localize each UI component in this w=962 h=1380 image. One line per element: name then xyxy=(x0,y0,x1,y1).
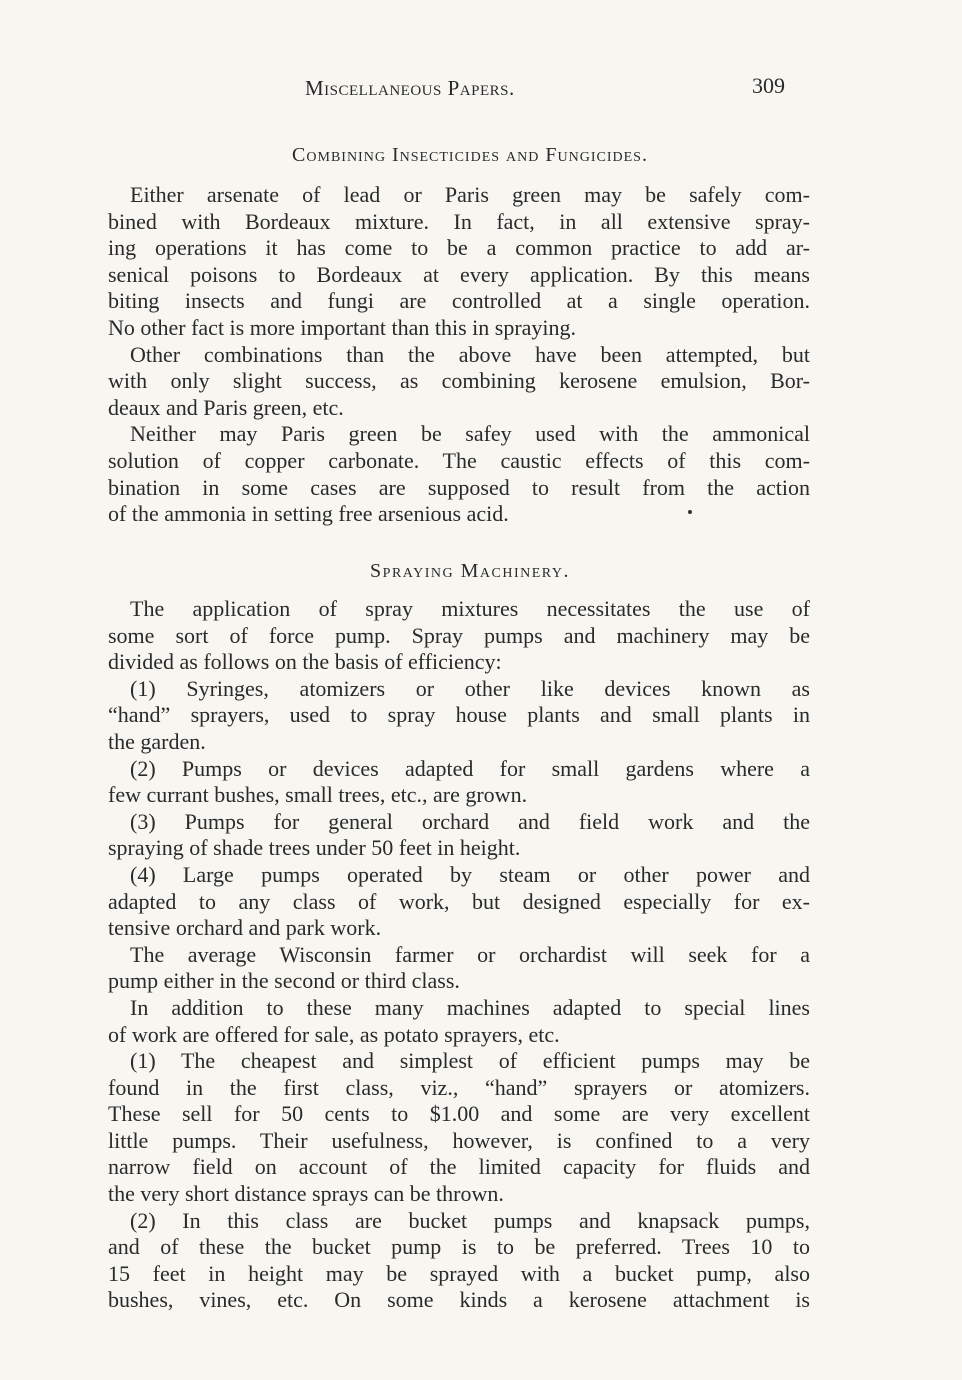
section-body-combining xyxy=(108,182,810,528)
print-speck xyxy=(688,510,692,514)
text-line: “hand” sprayers, used to spray house plants and small plants in xyxy=(108,702,810,728)
text-line: little pumps. Their usefulness, however, is confined to a very xyxy=(108,1127,810,1153)
text-line: deaux and Paris green, etc. xyxy=(108,394,344,420)
section-heading-spraying: Spraying Machinery. xyxy=(370,560,570,582)
text-line: (3) Pumps for general orchard and field work and the xyxy=(130,808,810,834)
text-line: The application of spray mixtures necessitates the use of xyxy=(130,596,810,621)
text-line: senical poisons to Bordeaux at every application. By this means xyxy=(108,261,810,287)
text-line: ing operations it has come to be a common practice to add ar- xyxy=(108,235,810,261)
running-head: Miscellaneous Papers. xyxy=(305,76,515,100)
text-line: bined with Bordeaux mixture. In fact, in all extensive spray- xyxy=(108,208,810,234)
text-line: solution of copper carbonate. The caustic effects of this com- xyxy=(108,447,810,473)
text-line: and of these the bucket pump is to be preferred. Trees 10 to xyxy=(108,1234,810,1260)
text-line: Neither may Paris green be safey used with the ammonical xyxy=(130,421,810,447)
text-line: No other fact is more important than this in spraying. xyxy=(108,314,577,340)
text-line: pump either in the second or third class. xyxy=(108,968,460,994)
text-line: (4) Large pumps operated by steam or other power and xyxy=(130,861,810,887)
text-line: with only slight success, as combining kerosene emulsion, Bor- xyxy=(108,368,810,394)
text-line: (1) The cheapest and simplest of efficient pumps may be xyxy=(130,1048,810,1074)
text-line: 15 feet in height may be sprayed with a bucket pump, also xyxy=(108,1260,810,1286)
text-line: (2) Pumps or devices adapted for small gardens where a xyxy=(130,755,810,781)
text-line: of the ammonia in setting free arsenious acid. xyxy=(108,501,509,527)
section-heading-combining: Combining Insecticides and Fungicides. xyxy=(292,144,648,166)
text-line: found in the first class, viz., “hand” sprayers or atomizers. xyxy=(108,1074,810,1100)
text-line: some sort of force pump. Spray pumps and machinery may be xyxy=(108,622,810,648)
text-line: adapted to any class of work, but designed especially for ex- xyxy=(108,888,810,914)
text-line: (1) Syringes, atomizers or other like devices known as xyxy=(130,675,810,701)
text-line: the very short distance sprays can be thrown. xyxy=(108,1181,504,1207)
text-line: The average Wisconsin farmer or orchardist will seek for a xyxy=(130,941,810,967)
text-line: divided as follows on the basis of efficiency: xyxy=(108,649,502,675)
text-line: the garden. xyxy=(108,728,206,754)
page-number: 309 xyxy=(752,73,785,98)
text-line: spraying of shade trees under 50 feet in height. xyxy=(108,835,521,861)
text-line: In addition to these many machines adapted to special lines xyxy=(130,994,810,1020)
text-line: few currant bushes, small trees, etc., are grown. xyxy=(108,782,528,808)
text-line: bushes, vines, etc. On some kinds a kerosene attachment is xyxy=(108,1287,810,1313)
text-line: biting insects and fungi are controlled at a single operation. xyxy=(108,288,810,314)
text-line: Other combinations than the above have been attempted, but xyxy=(130,341,810,367)
text-line: of work are offered for sale, as potato sprayers, etc. xyxy=(108,1021,560,1047)
text-line: bination in some cases are supposed to result from the action xyxy=(108,474,810,500)
text-line: (2) In this class are bucket pumps and knapsack pumps, xyxy=(130,1207,810,1233)
text-line: narrow field on account of the limited capacity for fluids and xyxy=(108,1154,810,1180)
text-line: Either arsenate of lead or Paris green may be safely com- xyxy=(130,182,810,207)
section-body-spraying xyxy=(108,596,810,1314)
text-line: These sell for 50 cents to $1.00 and some are very excellent xyxy=(108,1101,810,1127)
text-line: tensive orchard and park work. xyxy=(108,915,382,941)
